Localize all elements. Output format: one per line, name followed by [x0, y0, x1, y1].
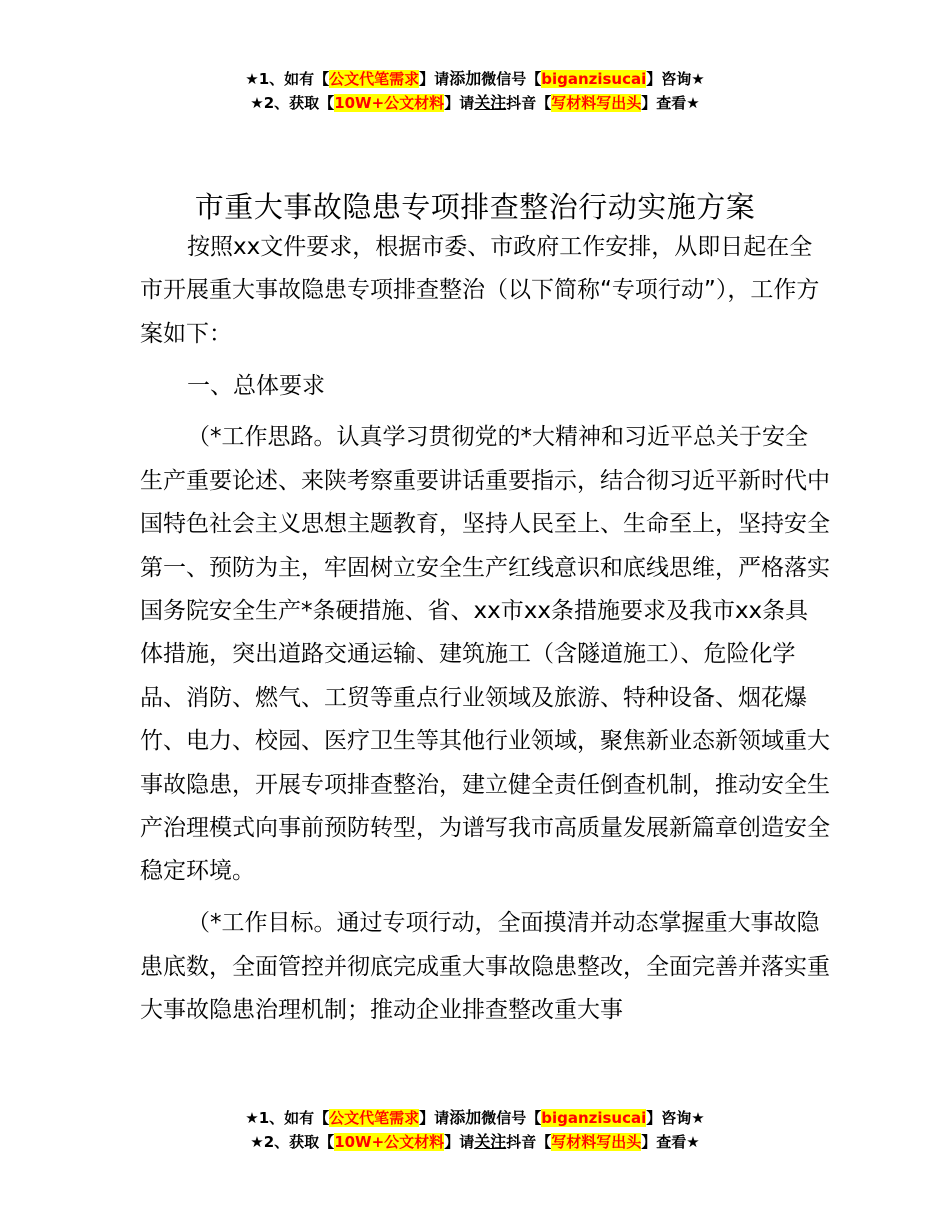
paragraph: （*工作目标。通过专项行动，全面摸清并动态掌握重大事故隐患底数，全面管控并彻底完成重大事故隐患整改，全面完善并落实重大事故隐患治理机制；推动企业排查整改重大事: [140, 910, 830, 1024]
section-heading: 一、总体要求: [187, 372, 325, 399]
banner-text: 】咨询★: [646, 1109, 705, 1127]
banner-text: ★1、如有【: [245, 70, 330, 88]
banner-emphasis: 关注: [474, 1132, 507, 1151]
highlight-text: 写材料写出头: [551, 94, 642, 112]
banner-emphasis: 添加: [449, 1108, 482, 1127]
banner-text: ★2、获取【: [250, 1133, 335, 1151]
banner-line-2: [0, 91, 950, 115]
banner-line-1: [0, 67, 950, 91]
banner-line-1: [0, 1106, 950, 1130]
banner-emphasis: 添加: [449, 69, 482, 88]
footer-banner: [0, 1106, 950, 1154]
paragraph: （*工作思路。认真学习贯彻党的*大精神和习近平总关于安全生产重要论述、来陕考察重要讲话重要指示，结合彻习近平新时代中国特色社会主义思想主题教育，坚持人民至上、生命至上，坚持安全第一、预防为主，牢固树立安全生产红线意识和底线思维，严格落实国务院安全生产*条硬措施、省、xx市xx条措施要求及我市xx条具体措施，突出道路交通运输、建筑施工（含隧道施工）、危险化学品、消防、燃气、工贸等重点行业领域及旅游、特种设备、烟花爆竹、电力、校园、医疗卫生等其他行业领域，聚焦新业态新领域重大事故隐患，开展专项排查整治，建立健全责任倒查机制，推动安全生产治理模式向事前预防转型，为谱写我市高质量发展新篇章创造安全稳定环境。: [140, 424, 830, 885]
banner-text: 】查看★: [641, 94, 700, 112]
header-banner: [0, 67, 950, 115]
highlight-text: biganzisucai: [541, 1109, 647, 1127]
highlight-text: biganzisucai: [541, 70, 647, 88]
banner-text: 】请: [419, 1109, 450, 1127]
banner-text: 】请: [444, 94, 475, 112]
banner-emphasis: 关注: [474, 93, 507, 112]
highlight-text: 公文代笔需求: [329, 1109, 420, 1127]
banner-line-2: [0, 1130, 950, 1154]
banner-text: 微信号【: [481, 1109, 542, 1127]
document-title: 市重大事故隐患专项排查整治行动实施方案: [194, 190, 756, 225]
banner-text: 抖音【: [506, 94, 552, 112]
document-body: [140, 226, 830, 1041]
paragraph: 按照xx文件要求，根据市委、市政府工作安排，从即日起在全市开展重大事故隐患专项排查整治（以下简称“专项行动”），工作方案如下：: [140, 234, 820, 347]
highlight-text: 10W+公文材料: [334, 94, 445, 112]
banner-text: 】请: [444, 1133, 475, 1151]
banner-text: 】请: [419, 70, 450, 88]
highlight-text: 写材料写出头: [551, 1133, 642, 1151]
banner-text: ★2、获取【: [250, 94, 335, 112]
banner-text: 抖音【: [506, 1133, 552, 1151]
banner-text: 】咨询★: [646, 70, 705, 88]
banner-text: ★1、如有【: [245, 1109, 330, 1127]
banner-text: 】查看★: [641, 1133, 700, 1151]
highlight-text: 10W+公文材料: [334, 1133, 445, 1151]
highlight-text: 公文代笔需求: [329, 70, 420, 88]
banner-text: 微信号【: [481, 70, 542, 88]
